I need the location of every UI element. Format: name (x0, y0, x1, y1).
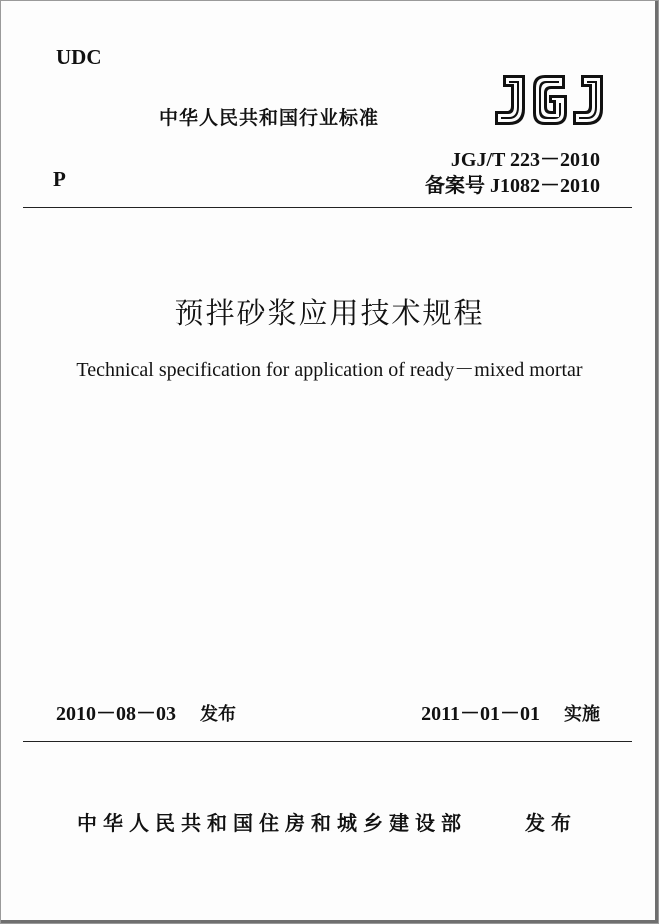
jgj-logo (489, 73, 607, 127)
record-number: 备案号 J1082－2010 (425, 175, 600, 197)
publish-label: 发布 (525, 811, 577, 835)
jgj-logo-graphic (489, 73, 607, 127)
issue-label: 发布 (200, 704, 236, 725)
publisher-name: 中华人民共和国住房和城乡建设部 (77, 811, 467, 835)
bottom-divider (23, 741, 632, 742)
effective-label: 实施 (564, 704, 600, 725)
issue-date: 2010－08－03 (56, 703, 176, 725)
standard-code: JGJ/T 223－2010 (450, 149, 600, 171)
standard-code-block (425, 147, 600, 199)
classification-p-label: P (53, 167, 66, 191)
title-english: Technical specification for application of ready－mixed mortar (76, 359, 583, 381)
udc-label: UDC (56, 45, 102, 69)
issue-date-line (56, 697, 236, 726)
effective-date-line (421, 697, 600, 726)
standard-category: 中华人民共和国行业标准 (159, 107, 380, 129)
title-chinese: 预拌砂浆应用技术规程 (174, 296, 485, 330)
effective-date: 2011－01－01 (421, 703, 540, 725)
top-divider (23, 207, 632, 208)
